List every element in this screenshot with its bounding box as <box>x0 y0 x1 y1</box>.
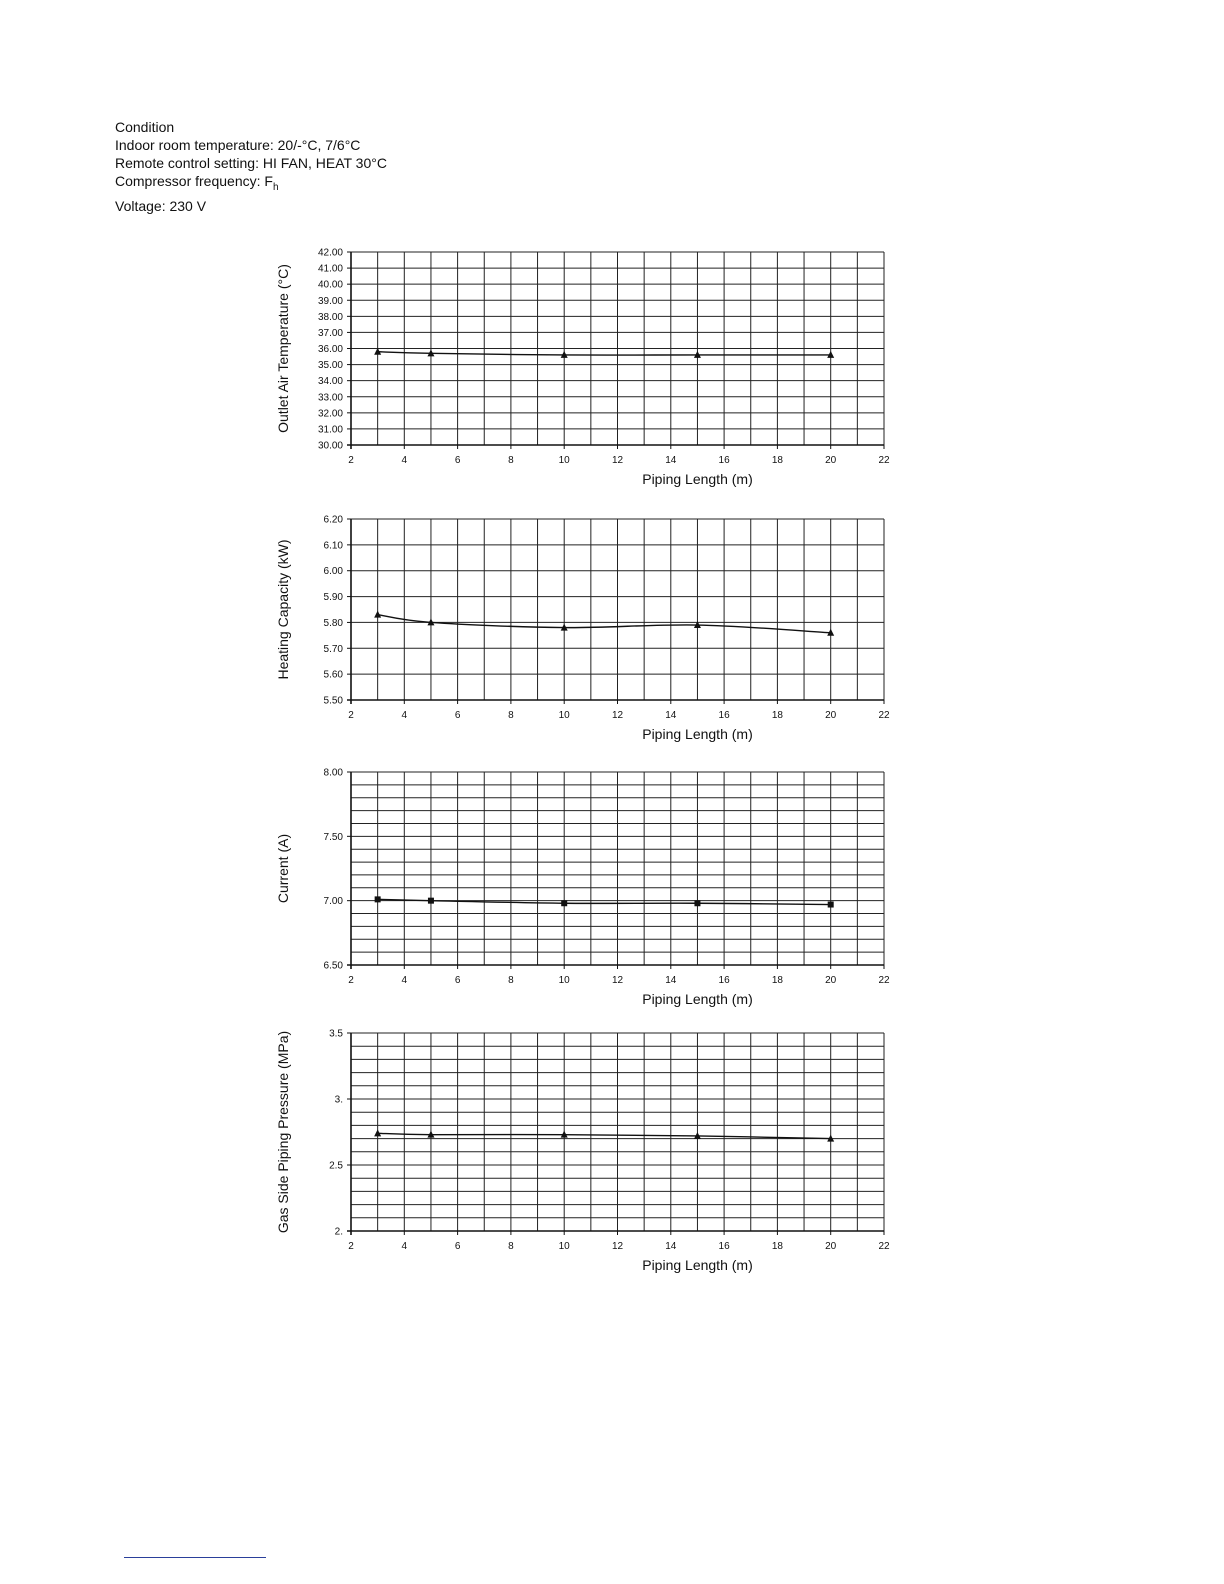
footer-rule <box>124 1557 266 1558</box>
y-tick-label: 41.00 <box>317 263 343 275</box>
y-tick-label: 5.80 <box>323 617 343 629</box>
x-tick-label: 8 <box>508 710 514 721</box>
x-tick-label: 18 <box>771 975 783 986</box>
x-tick-label: 16 <box>718 710 730 721</box>
x-axis-title: Piping Length (m) <box>642 1257 753 1273</box>
x-tick-label: 10 <box>558 455 570 466</box>
y-tick-label: 6.00 <box>323 566 343 578</box>
x-tick-label: 12 <box>611 455 624 466</box>
y-tick-label: 2.5 <box>329 1160 343 1172</box>
x-tick-label: 20 <box>825 1241 837 1252</box>
x-tick-label: 16 <box>718 455 730 466</box>
x-tick-label: 10 <box>558 975 570 986</box>
y-tick-label: 3.5 <box>329 1028 343 1040</box>
y-tick-label: 7.00 <box>323 896 343 908</box>
x-tick-label: 6 <box>454 1241 461 1252</box>
x-tick-label: 16 <box>718 1241 730 1252</box>
y-tick-label: 5.50 <box>323 695 343 707</box>
y-tick-label: 3. <box>334 1094 343 1106</box>
x-tick-label: 14 <box>665 975 677 986</box>
x-tick-label: 4 <box>401 975 408 986</box>
voltage-condition: Voltage: 230 V <box>115 197 207 214</box>
x-tick-label: 18 <box>771 1241 783 1252</box>
y-tick-label: 38.00 <box>317 311 343 323</box>
x-tick-label: 20 <box>825 710 837 721</box>
x-tick-label: 8 <box>508 975 514 986</box>
conditions-heading: Condition <box>115 119 175 135</box>
x-tick-label: 2 <box>348 975 354 986</box>
x-tick-label: 14 <box>665 710 677 721</box>
y-tick-label: 34.00 <box>317 376 343 388</box>
x-tick-label: 2 <box>348 1241 354 1252</box>
y-tick-label: 30.00 <box>317 440 343 452</box>
x-tick-label: 16 <box>718 975 730 986</box>
x-axis-title: Piping Length (m) <box>642 726 753 742</box>
y-tick-label: 36.00 <box>317 344 343 355</box>
y-tick-label: 6.50 <box>323 960 343 972</box>
x-tick-label: 10 <box>558 1241 570 1252</box>
x-tick-label: 8 <box>508 455 514 466</box>
x-tick-label: 6 <box>454 975 461 986</box>
x-tick-label: 2 <box>348 710 354 721</box>
x-tick-label: 18 <box>771 710 783 721</box>
x-tick-label: 10 <box>558 710 570 721</box>
x-tick-label: 8 <box>508 1241 514 1252</box>
x-tick-label: 12 <box>611 975 624 986</box>
remote-control-condition: Remote control setting: HI FAN, HEAT 30°C <box>115 155 387 171</box>
x-tick-label: 22 <box>878 1241 890 1252</box>
y-tick-label: 31.00 <box>317 424 343 436</box>
x-tick-label: 2 <box>348 455 354 466</box>
y-tick-label: 35.00 <box>317 360 343 372</box>
x-tick-label: 22 <box>878 975 890 986</box>
x-tick-label: 22 <box>878 710 890 721</box>
y-tick-label: 33.00 <box>317 392 343 404</box>
x-tick-label: 14 <box>665 455 677 466</box>
y-axis-title: Heating Capacity (kW) <box>275 539 291 680</box>
y-axis-title: Gas Side Piping Pressure (MPa) <box>275 1030 291 1234</box>
x-tick-label: 14 <box>665 1241 677 1252</box>
x-tick-label: 12 <box>611 710 624 721</box>
x-tick-label: 20 <box>825 975 837 986</box>
x-tick-label: 4 <box>401 710 408 721</box>
y-axis-title: Outlet Air Temperature (°C) <box>275 264 291 433</box>
y-tick-label: 32.00 <box>317 408 343 420</box>
x-axis-title: Piping Length (m) <box>642 991 753 1007</box>
x-tick-label: 6 <box>454 455 461 466</box>
compressor-frequency-subscript: h <box>272 181 279 193</box>
y-tick-label: 7.50 <box>323 831 343 843</box>
y-tick-label: 5.90 <box>323 592 343 604</box>
x-tick-label: 18 <box>771 455 783 466</box>
y-tick-label: 2. <box>334 1226 343 1238</box>
y-tick-label: 42.00 <box>317 247 343 259</box>
compressor-frequency-label: Compressor frequency: F <box>115 173 273 189</box>
y-tick-label: 8.00 <box>323 767 343 779</box>
y-tick-label: 37.00 <box>317 327 343 339</box>
x-tick-label: 4 <box>401 455 408 466</box>
y-tick-label: 5.60 <box>323 669 343 681</box>
x-tick-label: 4 <box>401 1241 408 1252</box>
indoor-temperature-condition: Indoor room temperature: 20/-°C, 7/6°C <box>115 137 361 153</box>
y-tick-label: 39.00 <box>317 295 343 307</box>
y-tick-label: 6.20 <box>323 514 343 526</box>
y-tick-label: 5.70 <box>323 643 343 655</box>
series-line <box>378 1133 831 1138</box>
x-tick-label: 12 <box>611 1241 624 1252</box>
y-axis-title: Current (A) <box>275 833 291 904</box>
x-tick-label: 22 <box>878 455 890 466</box>
y-tick-label: 40.00 <box>317 279 343 291</box>
y-tick-label: 6.10 <box>323 540 343 552</box>
x-tick-label: 6 <box>454 710 461 721</box>
x-tick-label: 20 <box>825 455 837 466</box>
x-axis-title: Piping Length (m) <box>642 471 753 487</box>
